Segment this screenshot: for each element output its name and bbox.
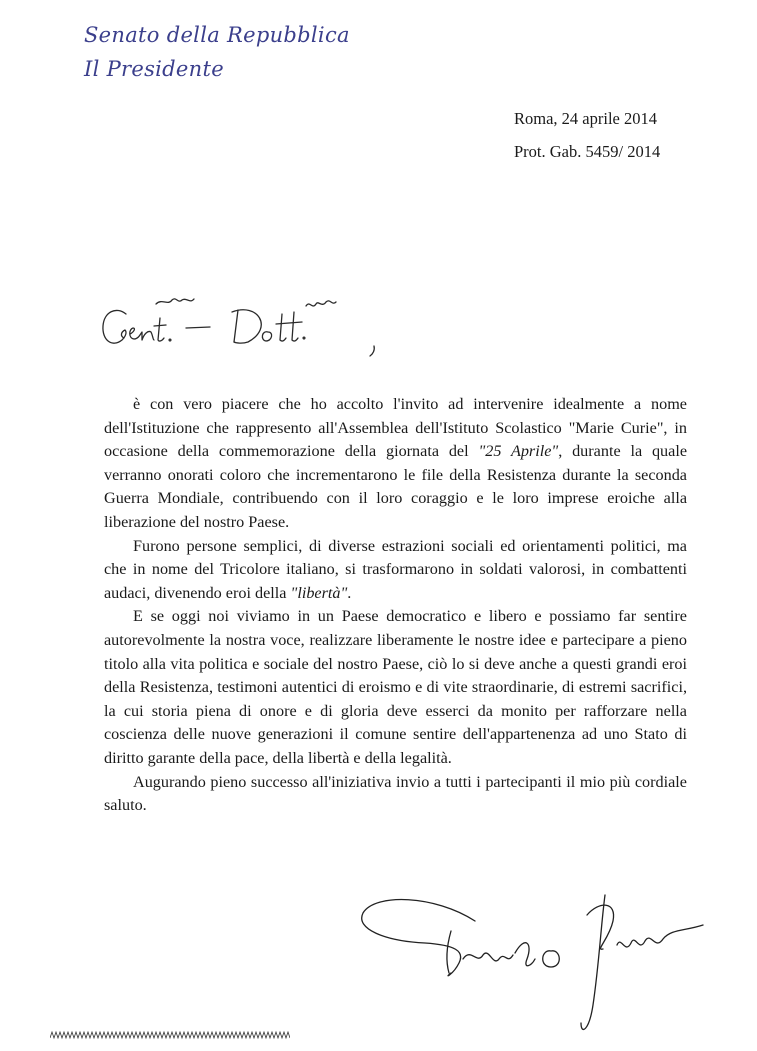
- bottom-zigzag-rule: [50, 1030, 290, 1040]
- liberty-emphasis: "libertà": [290, 583, 348, 602]
- protocol-number: Prot. Gab. 5459/ 2014: [514, 142, 661, 161]
- place-date: Roma, 24 aprile 2014: [514, 109, 657, 128]
- handwritten-salutation: [98, 288, 398, 368]
- letterhead-institution: Senato della Repubblica: [84, 23, 350, 47]
- letter-body: [104, 393, 687, 818]
- paragraph-4: Augurando pieno successo all'iniziativa invio a tutti i partecipanti il mio più cordiale saluto.: [104, 772, 687, 815]
- paragraph-3: E se oggi noi viviamo in un Paese democratico e libero e possiamo far sentire autorevolmente la nostra voce, realizzare liberamente le nostre idee e partecipare a pieno titolo alla vita politica e sociale del nostro Paese, ciò lo si deve anche a questi grandi eroi della Resistenza, testimoni autentici di eroismo e di vite straordinarie, di estremi sacrifici, la cui storia piena di onore e di gloria deve esserci da monito per rafforzare nella coscienza delle nuove generazioni il comune sentire dell'appartenenza ad uno Stato di diritto garante della pace, della libertà e della legalità.: [104, 607, 687, 767]
- date-emphasis: "25 Aprile": [478, 442, 559, 461]
- letterhead: [84, 18, 350, 86]
- letter-meta: [514, 102, 660, 168]
- paragraph-1: è con vero piacere che ho accolto l'invito ad intervenire idealmente a nome dell'Istituzione che rappresento all'Assemblea dell'Istituto Scolastico "Marie Curie", in occasione della commemorazione della giornata del "25 Aprile", durante la quale verranno onorati coloro che incrementarono le file della Resistenza durante la seconda Guerra Mondiale, contribuendo con il loro coraggio e le loro imprese eroiche alla liberazione del nostro Paese.: [104, 395, 688, 531]
- paragraph-2: Furono persone semplici, di diverse estrazioni sociali ed orientamenti politici, ma che in nome del Tricolore italiano, si trasformarono in soldati valorosi, in combattenti audaci, divenendo eroi della "libertà".: [104, 536, 687, 602]
- letterhead-role: Il Presidente: [84, 57, 224, 81]
- handwritten-signature: [355, 855, 735, 1045]
